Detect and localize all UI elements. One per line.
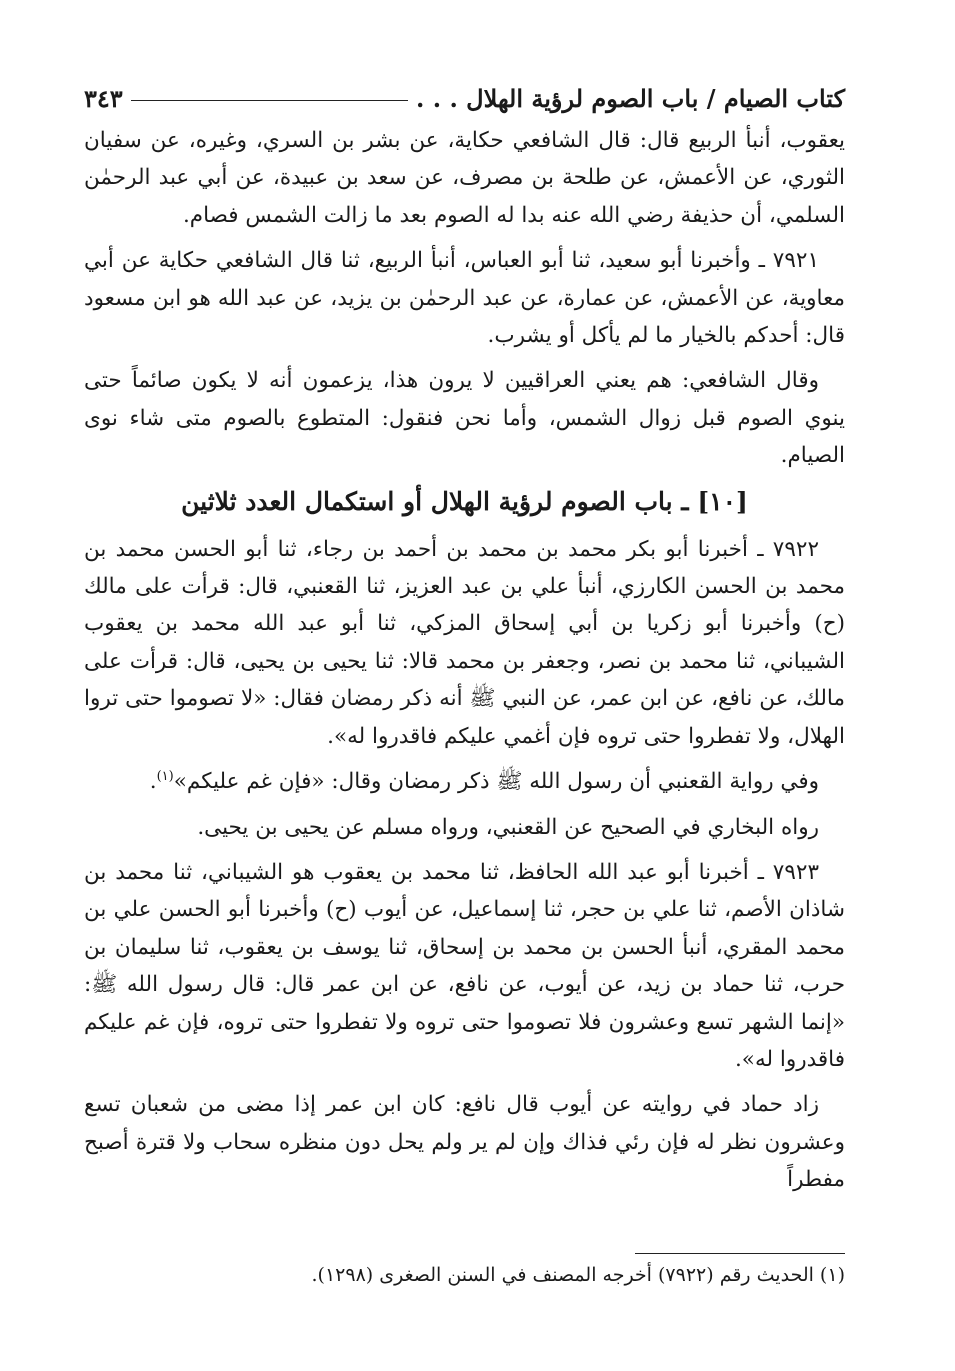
footnote-rule bbox=[635, 1253, 845, 1254]
running-title: كتاب الصيام / باب الصوم لرؤية الهلال . . . bbox=[416, 83, 845, 113]
paragraph bbox=[84, 763, 845, 800]
paragraph: وقال الشافعي: هم يعني العراقيين لا يرون هذا، يزعمون أنه لا يكون صائماً حتى ينوي الصوم قبل زوال الشمس، وأما نحن فنقول: المتطوع بالصوم متى شاء نوى الصيام. bbox=[84, 368, 845, 469]
main-text bbox=[84, 122, 845, 1207]
paragraph: زاد حماد في روايته عن أيوب قال نافع: كان ابن عمر إذا مضى من شعبان تسع وعشرون نظر له فإن رئي فذاك وإن لم ير ولم يحل دون منظره سحاب ولا قترة أصبح مفطراً bbox=[84, 1092, 845, 1193]
chapter-heading: [١٠] ـ باب الصوم لرؤية الهلال أو استكمال العدد ثلاثين bbox=[181, 486, 748, 516]
header-rule bbox=[131, 100, 408, 101]
hadith-7922: ٧٩٢٢ ـ أخبرنا أبو بكر محمد بن محمد بن أحمد بن رجاء، ثنا أبو الحسن محمد بن محمد بن الحسن الكارزي، أنبأ علي بن عبد العزيز، ثنا القعنبي، قال: قرأت على مالك (ح) وأخبرنا أبو زكريا بن أبي إسحاق المزكي، ثنا أبو عبد الله محمد بن يعقوب الشيباني، ثنا محمد بن نصر، وجعفر بن محمد قالا: ثنا يحيى بن يحيى، قال: قرأت على مالك، عن نافع، عن ابن عمر، عن النبي ﷺ أنه ذكر رمضان فقال: «لا تصوموا حتى تروا الهلال، ولا تفطروا حتى تروه فإن أغمي عليكم فاقدروا له». bbox=[84, 536, 845, 749]
paragraph: رواه البخاري في الصحيح عن القعنبي، ورواه مسلم عن يحيى بن يحيى. bbox=[197, 814, 819, 840]
footnote: (١) الحديث رقم (٧٩٢٢) أخرجه المصنف في السنن الصغرى (١٢٩٨). bbox=[311, 1264, 845, 1286]
running-header bbox=[84, 78, 845, 118]
hadith-7923: ٧٩٢٣ ـ أخبرنا أبو عبد الله الحافظ، ثنا محمد بن يعقوب هو الشيباني، ثنا محمد بن شاذان الأصم، ثنا علي بن حجر، ثنا إسماعيل، عن أيوب (ح) وأخبرنا أبو الحسن علي بن محمد المقري، أنبأ الحسن بن محمد بن إسحاق، ثنا يوسف بن يعقوب، ثنا سليمان بن حرب، ثنا حماد بن زيد، عن أيوب، عن نافع، عن ابن عمر قال: قال رسول الله ﷺ: «إنما الشهر تسع وعشرون فلا تصوموا حتى تروه ولا تفطروا حتى تروه، فإن غم عليكم فاقدروا له». bbox=[84, 859, 845, 1072]
paragraph-end: . bbox=[149, 769, 157, 795]
footnote-ref: (١) bbox=[156, 768, 174, 784]
page-number: ٣٤٣ bbox=[84, 83, 123, 113]
paragraph: يعقوب، أنبأ الربيع قال: قال الشافعي حكاية، عن بشر بن السري، وغيره، عن سفيان الثوري، عن الأعمش، عن طلحة بن مصرف، عن سعد بن عبيدة، عن أبي عبد الرحمٰن السلمي، أن حذيفة رضي الله عنه بدا له الصوم بعد ما زالت الشمس فصام. bbox=[84, 128, 845, 228]
hadith-7921: ٧٩٢١ ـ وأخبرنا أبو سعيد، ثنا أبو العباس، أنبأ الربيع، ثنا قال الشافعي حكاية عن أبي معاوية، عن الأعمش، عن عمارة، عن عبد الرحمٰن بن يزيد، عن عبد الله هو ابن مسعود قال: أحدكم بالخيار ما لم يأكل أو يشرب. bbox=[84, 248, 845, 349]
paragraph-text: وفي رواية القعنبي أن رسول الله ﷺ ذكر رمضان وقال: «فإن غم عليكم» bbox=[173, 769, 819, 795]
